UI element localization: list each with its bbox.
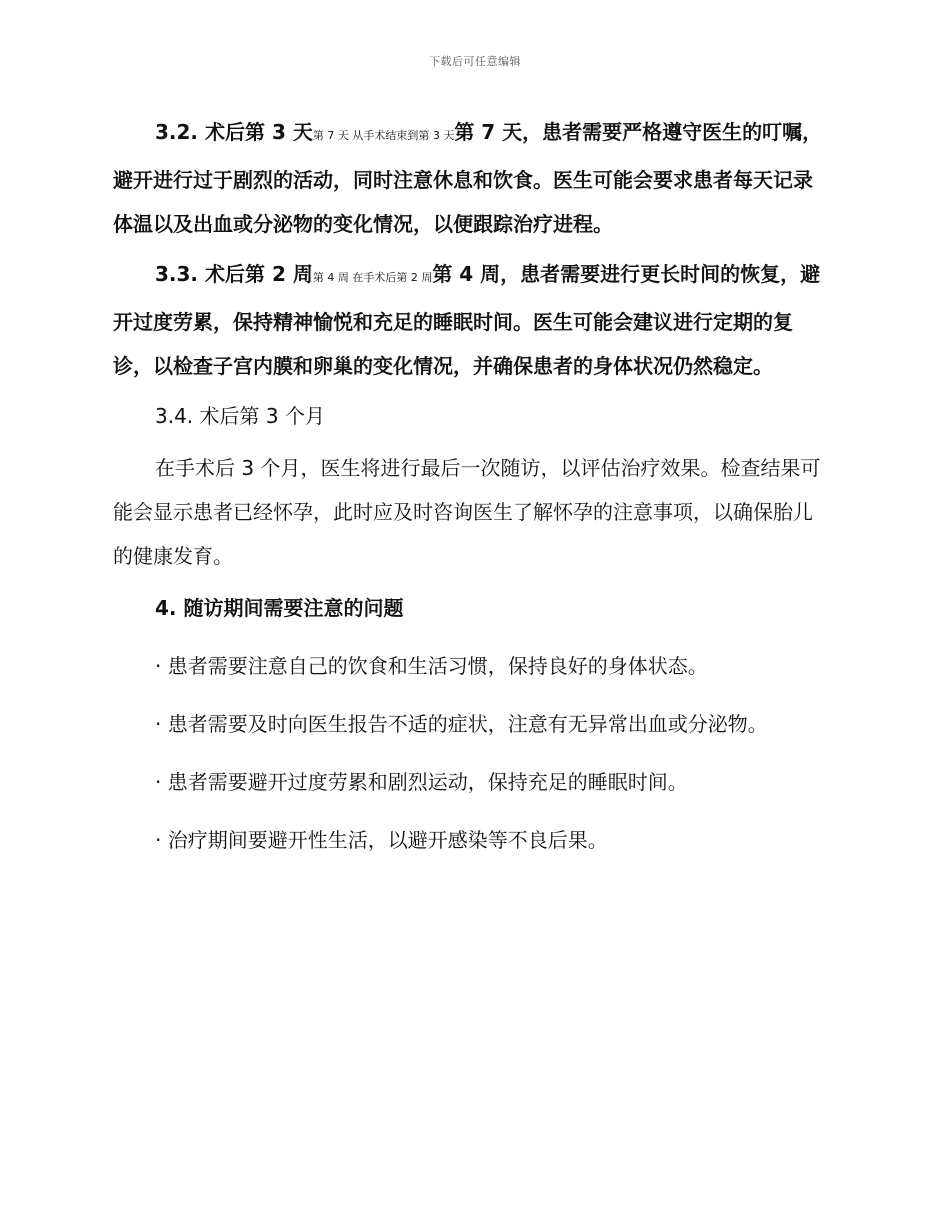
list-item: · 患者需要及时向医生报告不适的症状，注意有无异常出血或分泌物。	[155, 712, 768, 736]
section-3-3-lead: 3.3. 术后第 2 周	[155, 262, 313, 286]
list-item: · 患者需要避开过度劳累和剧烈运动，保持充足的睡眠时间。	[155, 770, 688, 794]
section-4-heading: 4. 随访期间需要注意的问题	[155, 596, 404, 620]
section-3-2-lead: 3.2. 术后第 3 天	[155, 120, 313, 144]
section-3-3-inline-note: 第 4 周 在手术后第 2 周	[312, 271, 433, 284]
document-body	[113, 110, 831, 862]
section-3-2-text: 第 7 天，患者需要严格遵守医生的叮嘱，避开进行过于剧烈的活动，同时注意休息和饮食。医生可能会要求患者每天记录体温以及出血或分泌物的变化情况，以便跟踪治疗进程。	[113, 120, 823, 236]
section-3-4-heading: 3.4. 术后第 3 个月	[155, 404, 325, 428]
paragraph-3-3	[113, 252, 831, 388]
page-header: 下载后可任意编辑	[429, 55, 521, 68]
section-3-3-text: 第 4 周，患者需要进行更长时间的恢复，避开过度劳累，保持精神愉悦和充足的睡眠时间。医生可能会建议进行定期的复诊，以检查子宫内膜和卵巢的变化情况，并确保患者的身体状况仍然稳定。	[113, 262, 821, 378]
list-item: · 治疗期间要避开性生活，以避开感染等不良后果。	[155, 828, 608, 852]
section-3-4-body: 在手术后 3 个月，医生将进行最后一次随访，以评估治疗效果。检查结果可能会显示患者已经怀孕，此时应及时咨询医生了解怀孕的注意事项，以确保胎儿的健康发育。	[113, 456, 821, 568]
section-3-2-inline-note: 第 7 天 从手术结束到第 3 天	[312, 129, 455, 142]
paragraph-3-2	[113, 110, 831, 246]
list-item: · 患者需要注意自己的饮食和生活习惯，保持良好的身体状态。	[155, 654, 708, 678]
